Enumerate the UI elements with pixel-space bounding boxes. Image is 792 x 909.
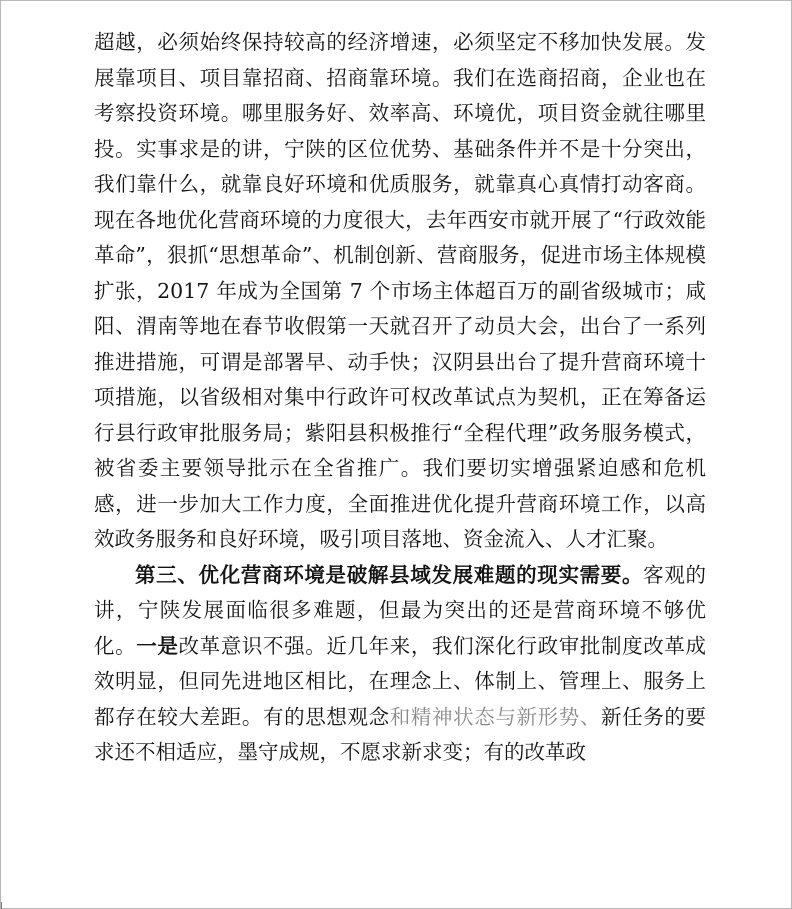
paragraph-text: 新任务的要求还不相适应，墨守成规，不愿求新求变；有的改革政 xyxy=(94,704,706,764)
paragraph-text: 改革意识不强。近几年来，我们深化行政审批制度改革成效明显，但同先进地区相比，在理念上、体制上、管理上、服务上都存在较大差距。有的思想观念 xyxy=(94,633,706,729)
page-corner-mark xyxy=(1,902,2,909)
paragraph-third-point xyxy=(94,558,706,771)
paragraph-text-faded: 和精神状态与新形势、 xyxy=(389,704,601,729)
document-body xyxy=(94,25,706,771)
section-heading-third: 第三、优化营商环境是破解县域发展难题的现实需要。 xyxy=(135,562,644,587)
paragraph-continued: 超越，必须始终保持较高的经济增速，必须坚定不移加快发展。发展靠项目、项目靠招商、招商靠环境。我们在选商招商，企业也在考察投资环境。哪里服务好、效率高、环境优，项目资金就往哪里投。实事求是的讲，宁陕的区位优势、基础条件并不是十分突出，我们靠什么，就靠良好环境和优质服务，就靠真心真情打动客商。现在各地优化营商环境的力度很大，去年西安市就开展了“行政效能革命”，狠抓“思想革命”、机制创新、营商服务，促进市场主体规模扩张，2017 年成为全国第 7 个市场主体超百万的副省级城市；咸阳、渭南等地在春节收假第一天就召开了动员大会，出台了一系列推进措施，可谓是部署早、动手快；汉阴县出台了提升营商环境十项措施，以省级相对集中行政许可权改革试点为契机，正在筹备运行县行政审批服务局；紫阳县积极推行“全程代理”政务服务模式，被省委主要领导批示在全省推广。我们要切实增强紧迫感和危机感，进一步加大工作力度，全面推进优化提升营商环境工作，以高效政务服务和良好环境，吸引项目落地、资金流入、人才汇聚。 xyxy=(94,30,706,551)
point-label-first: 一是 xyxy=(136,633,179,658)
paragraph-text: 客观的讲，宁陕发展面临很多难题，但最为突出的还是营商环境不够优化。 xyxy=(94,562,707,658)
